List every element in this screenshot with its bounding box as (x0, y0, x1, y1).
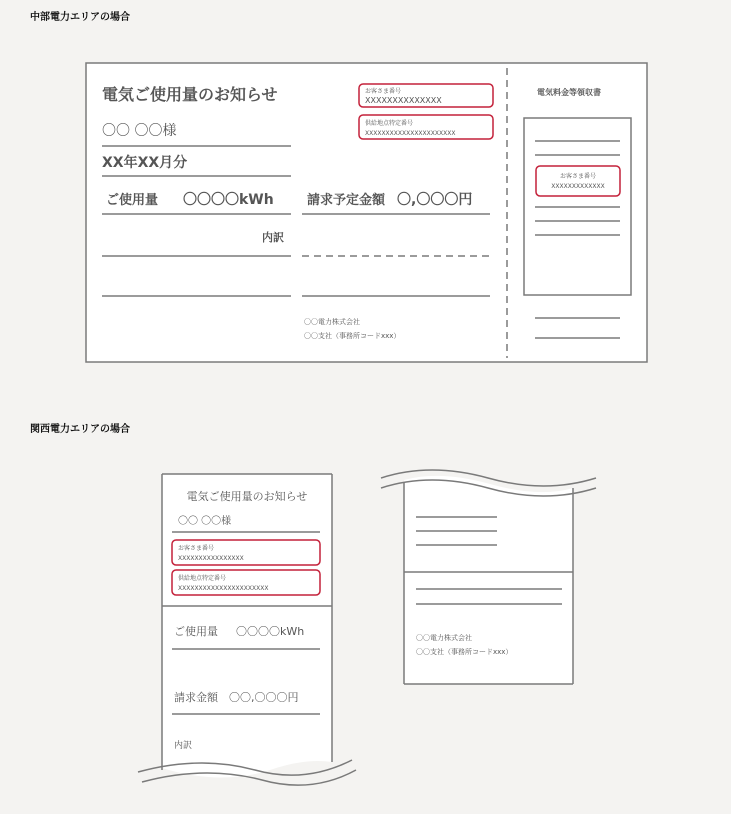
chubu-notice-title: 電気ご使用量のお知らせ (102, 85, 278, 104)
chubu-customer-name: 〇〇 〇〇様 (102, 123, 177, 139)
chubu-usage-value: 〇〇〇〇kWh (183, 192, 274, 208)
chubu-billing-label: 請求予定金額 (307, 193, 386, 208)
kansai-bill (138, 470, 596, 785)
kansai-customer-number-label: お客さま番号 (178, 545, 215, 552)
kansai-supply-point-label: 供給地点特定番号 (178, 575, 227, 582)
kansai-usage-value: 〇〇〇〇kWh (236, 625, 305, 638)
kansai-branch-office: 〇〇支社（事務所コードxxx） (416, 648, 513, 656)
chubu-branch-office: 〇〇支社（事務所コードxxx） (304, 332, 401, 340)
chubu-billing-value: 〇,〇〇〇円 (397, 192, 473, 208)
chubu-customer-number-label: お客さま番号 (365, 88, 402, 95)
kansai-breakdown-label: 内訳 (174, 741, 193, 751)
kansai-supply-point-value: XXXXXXXXXXXXXXXXXXXXXX (178, 585, 269, 592)
chubu-billing-month: XX年XX月分 (102, 155, 188, 171)
kansai-company-name: 〇〇電力株式会社 (416, 634, 472, 642)
chubu-usage-label: ご使用量 (106, 193, 159, 208)
chubu-company-name: 〇〇電力株式会社 (304, 318, 360, 326)
chubu-receipt-title: 電気料金等領収書 (537, 88, 601, 97)
kansai-customer-name: 〇〇 〇〇様 (178, 516, 232, 527)
kansai-notice-title: 電気ご使用量のお知らせ (186, 490, 308, 503)
chubu-supply-point-label: 供給地点特定番号 (365, 120, 414, 127)
kansai-billing-label: 請求金額 (174, 691, 218, 704)
chubu-receipt-number-highlight (536, 166, 620, 196)
chubu-receipt-number-value: XXXXXXXXXXXXX (551, 183, 605, 190)
chubu-receipt-number-label: お客さま番号 (559, 173, 597, 180)
chubu-customer-number-value: XXXXXXXXXXXXXX (365, 96, 442, 105)
chubu-bill (86, 63, 647, 362)
kansai-billing-value: 〇〇,〇〇〇円 (229, 691, 299, 704)
kansai-usage-label: ご使用量 (174, 625, 218, 638)
chubu-supply-point-value: XXXXXXXXXXXXXXXXXXXXXX (365, 130, 456, 137)
chubu-section-title: 中部電力エリアの場合 (30, 12, 130, 23)
chubu-breakdown-label: 内訳 (262, 231, 284, 244)
kansai-customer-number-value: XXXXXXXXXXXXXXXX (178, 555, 244, 562)
kansai-section-title: 関西電力エリアの場合 (30, 424, 130, 435)
